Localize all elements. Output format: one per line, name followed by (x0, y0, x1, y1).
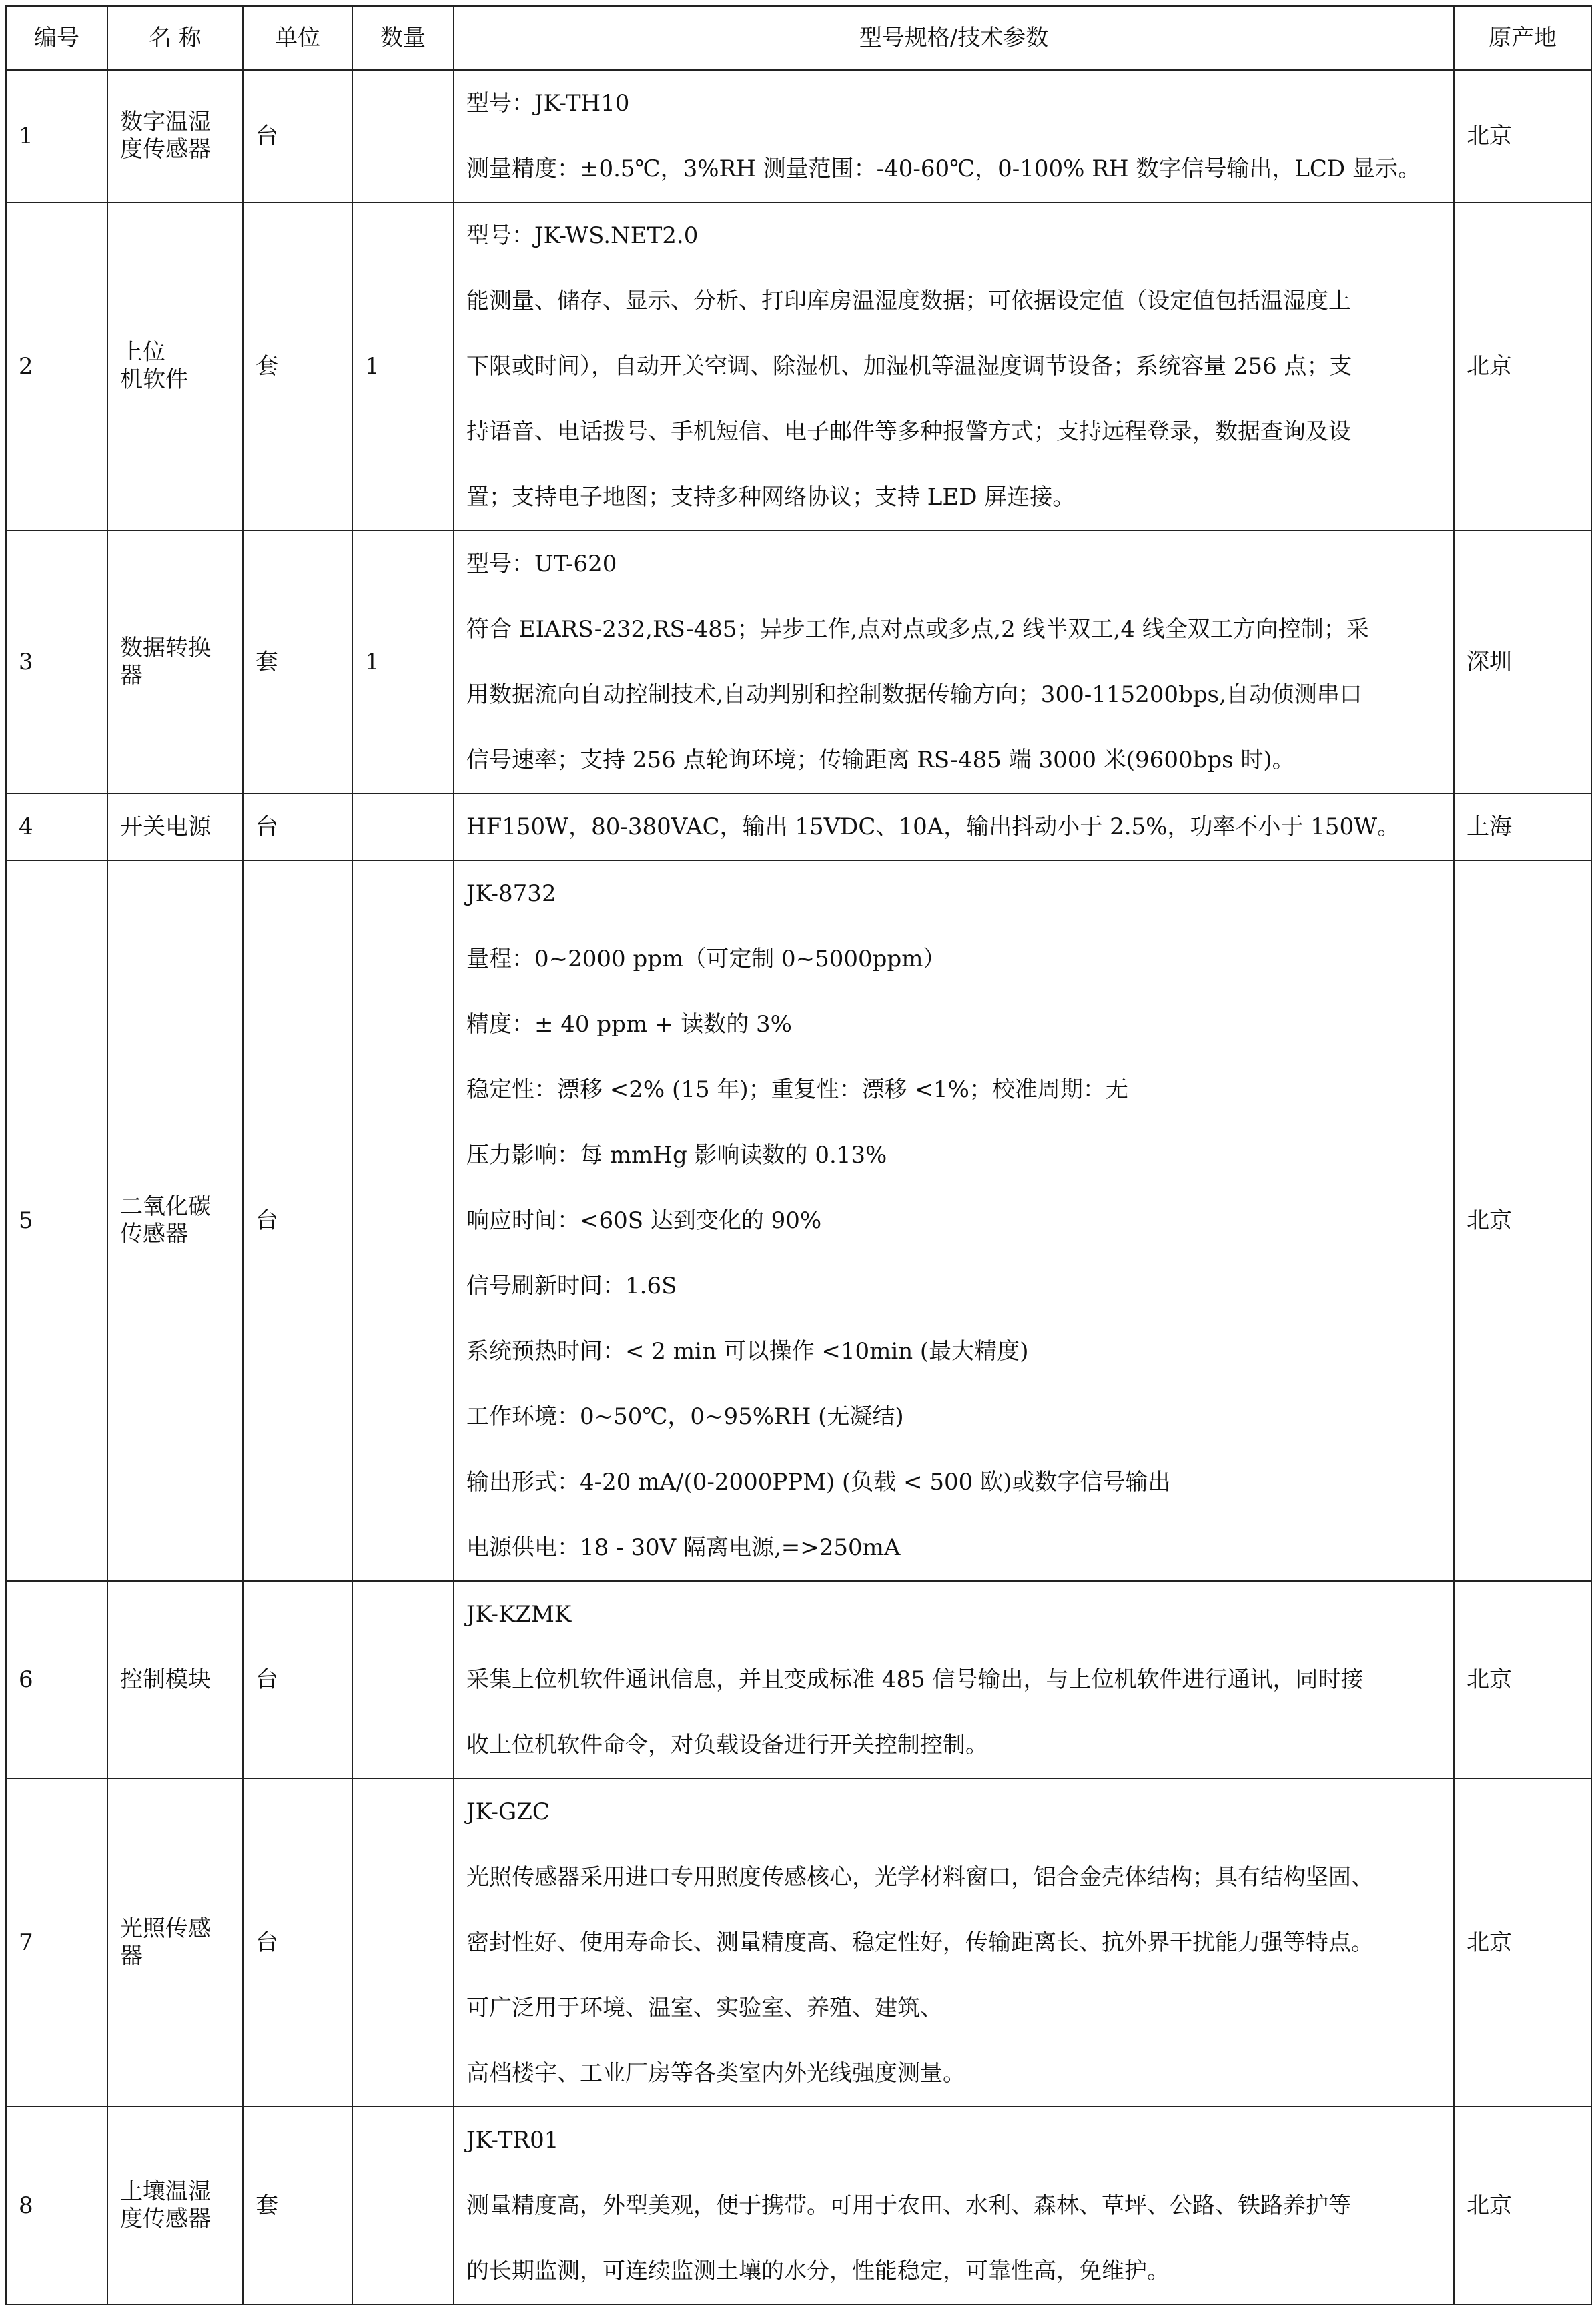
header-no: 编号 (6, 6, 107, 70)
name-line: 二氧化碳 (120, 1193, 211, 1221)
cell-spec (454, 860, 1454, 1581)
header-row (6, 6, 1591, 70)
spec-line: 可广泛用于环境、温室、实验室、养殖、建筑、 (466, 1995, 943, 2021)
cell-qty (352, 860, 454, 1581)
cell-no: 5 (6, 860, 107, 1581)
spec-line: JK-KZMK (466, 1601, 572, 1628)
spec-line: 精度：± 40 ppm + 读数的 3% (466, 1011, 792, 1038)
name-line: 上位 (120, 339, 165, 366)
name-line: 光照传感 (120, 1915, 211, 1943)
cell-origin: 北京 (1454, 860, 1591, 1581)
cell-no: 2 (6, 202, 107, 531)
cell-unit: 台 (243, 70, 352, 202)
spec-line: 高档楼宇、工业厂房等各类室内外光线强度测量。 (466, 2060, 965, 2087)
spec-line: HF150W，80-380VAC，输出 15VDC、10A，输出抖动小于 2.5%，功率不小于 150W。 (466, 813, 1401, 840)
spec-line: 信号速率；支持 256 点轮询环境；传输距离 RS-485 端 3000 米(9600bps 时)。 (466, 747, 1295, 773)
cell-origin: 北京 (1454, 1778, 1591, 2107)
name-line: 机软件 (120, 366, 188, 393)
header-unit: 单位 (243, 6, 352, 70)
cell-unit: 套 (243, 202, 352, 531)
spec-line: 压力影响：每 mmHg 影响读数的 0.13% (466, 1142, 887, 1169)
table-row (6, 202, 1591, 531)
spec-line: 符合 EIARS-232,RS-485；异步工作,点对点或多点,2 线半双工,4 线全双工方向控制；采 (466, 616, 1369, 643)
equipment-spec-table (5, 5, 1592, 2305)
cell-no: 6 (6, 1581, 107, 1778)
spec-line: 密封性好、使用寿命长、测量精度高、稳定性好，传输距离长、抗外界干扰能力强等特点。 (466, 1929, 1374, 1956)
cell-name (107, 1778, 243, 2107)
cell-unit: 台 (243, 1778, 352, 2107)
spec-line: 用数据流向自动控制技术,自动判别和控制数据传输方向；300-115200bps,自动侦测串口 (466, 681, 1362, 708)
cell-spec (454, 531, 1454, 793)
spec-line: 测量精度：±0.5℃，3%RH 测量范围：-40-60℃，0-100% RH 数字信号输出，LCD 显示。 (466, 155, 1421, 182)
name-line: 数据转换 (120, 635, 211, 662)
spec-line: 型号：JK-WS.NET2.0 (466, 222, 699, 249)
cell-origin: 北京 (1454, 202, 1591, 531)
spec-line: 测量精度高，外型美观，便于携带。可用于农田、水利、森林、草坪、公路、铁路养护等 (466, 2192, 1351, 2219)
spec-line: 置；支持电子地图；支持多种网络协议；支持 LED 屏连接。 (466, 484, 1076, 511)
cell-qty (352, 2107, 454, 2304)
spec-line: 电源供电：18 - 30V 隔离电源,=>250mA (466, 1534, 901, 1561)
cell-spec (454, 202, 1454, 531)
cell-origin: 北京 (1454, 2107, 1591, 2304)
spec-line: 下限或时间），自动开关空调、除湿机、加湿机等温湿度调节设备；系统容量 256 点；支 (466, 353, 1352, 380)
spec-line: 系统预热时间：< 2 min 可以操作 <10min (最大精度) (466, 1338, 1029, 1365)
spec-line: JK-GZC (466, 1798, 550, 1825)
name-line: 度传感器 (120, 136, 211, 163)
spec-line: JK-TR01 (466, 2127, 559, 2154)
spec-line: JK-8732 (466, 880, 556, 907)
spec-line: 收上位机软件命令，对负载设备进行开关控制控制。 (466, 1732, 988, 1758)
spec-line: 输出形式：4-20 mA/(0-2000PPM) (负载 < 500 欧)或数字信号输出 (466, 1469, 1171, 1496)
spec-line: 响应时间：<60S 达到变化的 90% (466, 1207, 822, 1234)
name-line: 度传感器 (120, 2206, 211, 2232)
spec-line: 型号：JK-TH10 (466, 90, 630, 117)
table-row (6, 2107, 1591, 2304)
table-row (6, 70, 1591, 202)
spec-line: 光照传感器采用进口专用照度传感核心，光学材料窗口，铝合金壳体结构；具有结构坚固、 (466, 1864, 1374, 1891)
cell-qty (352, 1778, 454, 2107)
table-row (6, 531, 1591, 793)
cell-origin: 北京 (1454, 1581, 1591, 1778)
cell-no: 7 (6, 1778, 107, 2107)
cell-name (107, 531, 243, 793)
header-spec: 型号规格/技术参数 (454, 6, 1454, 70)
spec-line: 工作环境：0~50℃，0~95%RH (无凝结) (466, 1403, 904, 1430)
spec-line: 采集上位机软件通讯信息，并且变成标准 485 信号输出，与上位机软件进行通讯，同时接 (466, 1666, 1364, 1693)
table-row (6, 860, 1591, 1581)
cell-unit: 台 (243, 860, 352, 1581)
name-line: 开关电源 (120, 813, 211, 840)
cell-unit: 台 (243, 1581, 352, 1778)
cell-unit: 台 (243, 793, 352, 860)
cell-name (107, 70, 243, 202)
spec-line: 能测量、储存、显示、分析、打印库房温湿度数据；可依据设定值（设定值包括温湿度上 (466, 288, 1351, 314)
header-qty: 数量 (352, 6, 454, 70)
cell-origin: 北京 (1454, 70, 1591, 202)
cell-spec (454, 2107, 1454, 2304)
table-row (6, 793, 1591, 860)
cell-qty (352, 70, 454, 202)
table-row (6, 1778, 1591, 2107)
cell-qty (352, 793, 454, 860)
name-line: 器 (120, 662, 143, 689)
table-row (6, 1581, 1591, 1778)
spec-line: 型号：UT-620 (466, 551, 617, 577)
spec-line: 持语音、电话拨号、手机短信、电子邮件等多种报警方式；支持远程登录，数据查询及设 (466, 418, 1351, 445)
spec-line: 量程：0~2000 ppm（可定制 0~5000ppm） (466, 946, 946, 972)
cell-qty: 1 (352, 531, 454, 793)
name-line: 控制模块 (120, 1666, 211, 1693)
name-line: 土壤温湿 (120, 2178, 211, 2206)
cell-name (107, 1581, 243, 1778)
cell-name (107, 860, 243, 1581)
cell-qty (352, 1581, 454, 1778)
cell-spec (454, 1778, 1454, 2107)
cell-origin: 深圳 (1454, 531, 1591, 793)
name-line: 传感器 (120, 1221, 188, 1247)
cell-no: 4 (6, 793, 107, 860)
cell-qty: 1 (352, 202, 454, 531)
spec-line: 信号刷新时间：1.6S (466, 1273, 677, 1299)
header-name: 名 称 (107, 6, 243, 70)
cell-no: 3 (6, 531, 107, 793)
cell-no: 1 (6, 70, 107, 202)
name-line: 数字温湿 (120, 109, 211, 136)
cell-name (107, 2107, 243, 2304)
cell-spec (454, 793, 1454, 860)
cell-spec (454, 70, 1454, 202)
table-body (6, 70, 1591, 2304)
header-origin: 原产地 (1454, 6, 1591, 70)
name-line: 器 (120, 1943, 143, 1969)
cell-spec (454, 1581, 1454, 1778)
cell-unit: 套 (243, 2107, 352, 2304)
cell-no: 8 (6, 2107, 107, 2304)
cell-name (107, 793, 243, 860)
cell-origin: 上海 (1454, 793, 1591, 860)
spec-line: 稳定性：漂移 <2% (15 年)；重复性：漂移 <1%；校准周期：无 (466, 1076, 1128, 1103)
cell-unit: 套 (243, 531, 352, 793)
spec-line: 的长期监测，可连续监测土壤的水分，性能稳定，可靠性高，免维护。 (466, 2258, 1170, 2284)
cell-name (107, 202, 243, 531)
